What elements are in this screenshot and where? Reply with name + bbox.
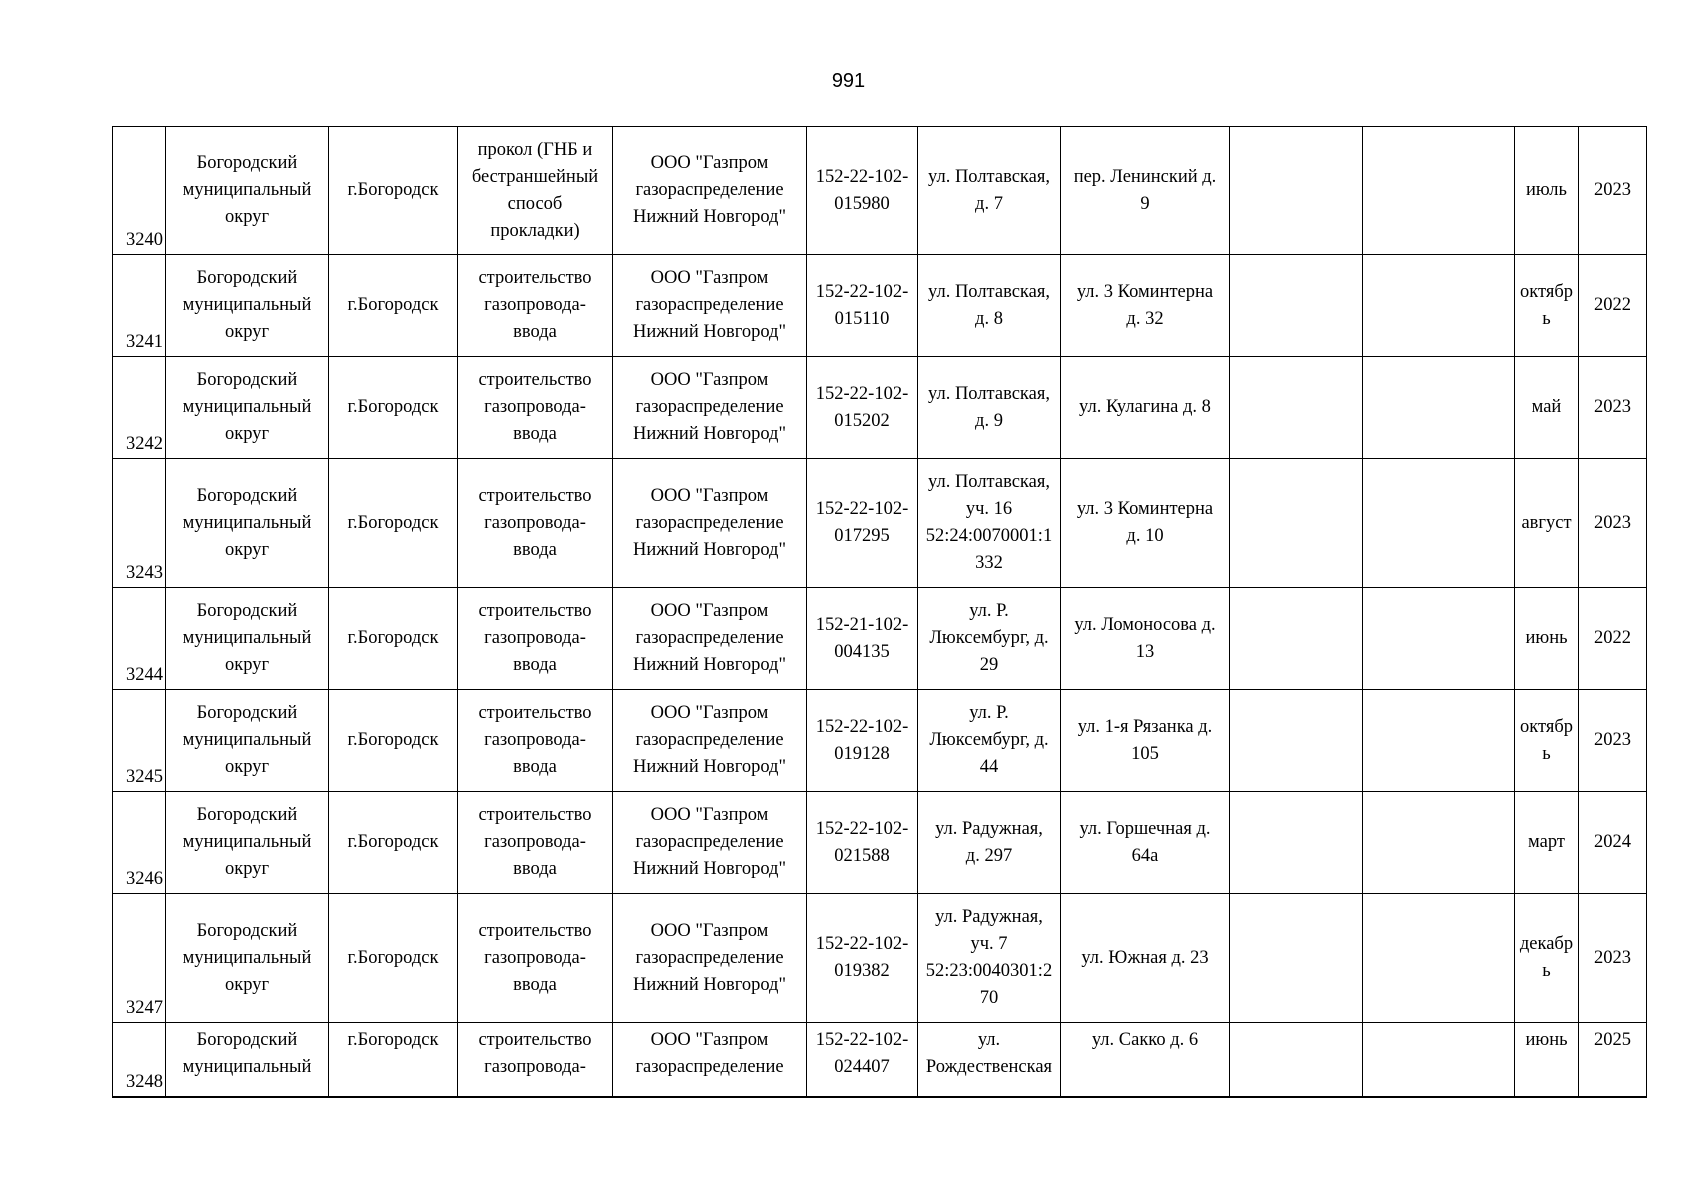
address-to-cell: ул. Южная д. 23 <box>1061 894 1230 1023</box>
work-type-cell: строительство газопровода- ввода <box>458 459 613 588</box>
city-cell: г.Богородск <box>329 127 458 255</box>
address-from-cell: ул. Радужная, д. 297 <box>918 792 1061 894</box>
code-cell: 152-22-102- 015110 <box>807 255 918 357</box>
month-cell: июнь <box>1515 588 1579 690</box>
row-number: 3247 <box>113 894 166 1023</box>
address-from-cell: ул. Полтавская, д. 8 <box>918 255 1061 357</box>
work-type-cell: строительство газопровода- ввода <box>458 792 613 894</box>
register-table <box>112 126 1647 1098</box>
code-cell: 152-21-102- 004135 <box>807 588 918 690</box>
city-cell: г.Богородск <box>329 894 458 1023</box>
empty-cell <box>1363 127 1515 255</box>
row-number: 3245 <box>113 690 166 792</box>
address-from-cell: ул. Полтавская, уч. 16 52:24:0070001:1 332 <box>918 459 1061 588</box>
work-type-cell: строительство газопровода- ввода <box>458 588 613 690</box>
month-cell: декабр ь <box>1515 894 1579 1023</box>
district-cell: Богородский муниципальный округ <box>166 127 329 255</box>
address-from-cell: ул. Полтавская, д. 9 <box>918 357 1061 459</box>
work-type-cell: строительство газопровода- ввода <box>458 255 613 357</box>
district-cell: Богородский муниципальный округ <box>166 690 329 792</box>
city-cell: г.Богородск <box>329 1023 458 1097</box>
row-number: 3244 <box>113 588 166 690</box>
address-to-cell: ул. 3 Коминтерна д. 10 <box>1061 459 1230 588</box>
table-row <box>113 357 1647 459</box>
year-cell: 2025 <box>1579 1023 1647 1097</box>
address-from-cell: ул. Р. Люксембург, д. 44 <box>918 690 1061 792</box>
year-cell: 2024 <box>1579 792 1647 894</box>
organization-cell: ООО "Газпром газораспределение Нижний Новгород" <box>613 459 807 588</box>
empty-cell <box>1230 588 1363 690</box>
city-cell: г.Богородск <box>329 357 458 459</box>
address-to-cell: ул. 1-я Рязанка д. 105 <box>1061 690 1230 792</box>
row-number: 3243 <box>113 459 166 588</box>
empty-cell <box>1363 357 1515 459</box>
month-cell: июль <box>1515 127 1579 255</box>
empty-cell <box>1363 690 1515 792</box>
code-cell: 152-22-102- 015980 <box>807 127 918 255</box>
empty-cell <box>1230 894 1363 1023</box>
empty-cell <box>1230 357 1363 459</box>
empty-cell <box>1230 792 1363 894</box>
code-cell: 152-22-102- 019128 <box>807 690 918 792</box>
address-to-cell: ул. 3 Коминтерна д. 32 <box>1061 255 1230 357</box>
row-number: 3246 <box>113 792 166 894</box>
year-cell: 2023 <box>1579 127 1647 255</box>
code-cell: 152-22-102- 017295 <box>807 459 918 588</box>
code-cell: 152-22-102- 019382 <box>807 894 918 1023</box>
page-number: 991 <box>831 70 866 92</box>
address-to-cell: ул. Ломоносова д. 13 <box>1061 588 1230 690</box>
table-row <box>113 588 1647 690</box>
address-from-cell: ул. Радужная, уч. 7 52:23:0040301:2 70 <box>918 894 1061 1023</box>
empty-cell <box>1230 459 1363 588</box>
year-cell: 2023 <box>1579 894 1647 1023</box>
empty-cell <box>1363 792 1515 894</box>
organization-cell: ООО "Газпром газораспределение Нижний Новгород" <box>613 588 807 690</box>
work-type-cell: строительство газопровода- ввода <box>458 894 613 1023</box>
district-cell: Богородский муниципальный округ <box>166 894 329 1023</box>
organization-cell: ООО "Газпром газораспределение Нижний Новгород" <box>613 894 807 1023</box>
address-to-cell: ул. Горшечная д. 64а <box>1061 792 1230 894</box>
row-number: 3248 <box>113 1023 166 1097</box>
table-row <box>113 255 1647 357</box>
month-cell: октябр ь <box>1515 255 1579 357</box>
address-to-cell: пер. Ленинский д. 9 <box>1061 127 1230 255</box>
district-cell: Богородский муниципальный округ <box>166 792 329 894</box>
city-cell: г.Богородск <box>329 459 458 588</box>
empty-cell <box>1363 1023 1515 1097</box>
month-cell: июнь <box>1515 1023 1579 1097</box>
city-cell: г.Богородск <box>329 255 458 357</box>
address-from-cell: ул. Полтавская, д. 7 <box>918 127 1061 255</box>
empty-cell <box>1363 894 1515 1023</box>
city-cell: г.Богородск <box>329 588 458 690</box>
address-from-cell: ул. Р. Люксембург, д. 29 <box>918 588 1061 690</box>
organization-cell: ООО "Газпром газораспределение Нижний Новгород" <box>613 690 807 792</box>
year-cell: 2023 <box>1579 459 1647 588</box>
table-row <box>113 690 1647 792</box>
district-cell: Богородский муниципальный <box>166 1023 329 1097</box>
row-number: 3240 <box>113 127 166 255</box>
table-row <box>113 1023 1647 1097</box>
code-cell: 152-22-102- 024407 <box>807 1023 918 1097</box>
address-from-cell: ул. Рождественская <box>918 1023 1061 1097</box>
year-cell: 2022 <box>1579 255 1647 357</box>
empty-cell <box>1230 690 1363 792</box>
table-row <box>113 894 1647 1023</box>
empty-cell <box>1230 1023 1363 1097</box>
month-cell: март <box>1515 792 1579 894</box>
address-to-cell: ул. Кулагина д. 8 <box>1061 357 1230 459</box>
month-cell: август <box>1515 459 1579 588</box>
year-cell: 2023 <box>1579 357 1647 459</box>
year-cell: 2023 <box>1579 690 1647 792</box>
table-row <box>113 792 1647 894</box>
row-number: 3242 <box>113 357 166 459</box>
organization-cell: ООО "Газпром газораспределение Нижний Новгород" <box>613 792 807 894</box>
month-cell: октябр ь <box>1515 690 1579 792</box>
table-row <box>113 459 1647 588</box>
district-cell: Богородский муниципальный округ <box>166 357 329 459</box>
work-type-cell: прокол (ГНБ и бестраншейный способ прокладки) <box>458 127 613 255</box>
code-cell: 152-22-102- 021588 <box>807 792 918 894</box>
empty-cell <box>1363 255 1515 357</box>
empty-cell <box>1363 588 1515 690</box>
address-to-cell: ул. Сакко д. 6 <box>1061 1023 1230 1097</box>
district-cell: Богородский муниципальный округ <box>166 255 329 357</box>
city-cell: г.Богородск <box>329 690 458 792</box>
row-number: 3241 <box>113 255 166 357</box>
organization-cell: ООО "Газпром газораспределение Нижний Новгород" <box>613 357 807 459</box>
code-cell: 152-22-102- 015202 <box>807 357 918 459</box>
table-row <box>113 127 1647 255</box>
city-cell: г.Богородск <box>329 792 458 894</box>
organization-cell: ООО "Газпром газораспределение Нижний Новгород" <box>613 255 807 357</box>
empty-cell <box>1363 459 1515 588</box>
empty-cell <box>1230 255 1363 357</box>
year-cell: 2022 <box>1579 588 1647 690</box>
district-cell: Богородский муниципальный округ <box>166 459 329 588</box>
work-type-cell: строительство газопровода- ввода <box>458 357 613 459</box>
work-type-cell: строительство газопровода- ввода <box>458 690 613 792</box>
organization-cell: ООО "Газпром газораспределение Нижний Новгород" <box>613 127 807 255</box>
organization-cell: ООО "Газпром газораспределение <box>613 1023 807 1097</box>
work-type-cell: строительство газопровода- <box>458 1023 613 1097</box>
month-cell: май <box>1515 357 1579 459</box>
district-cell: Богородский муниципальный округ <box>166 588 329 690</box>
empty-cell <box>1230 127 1363 255</box>
